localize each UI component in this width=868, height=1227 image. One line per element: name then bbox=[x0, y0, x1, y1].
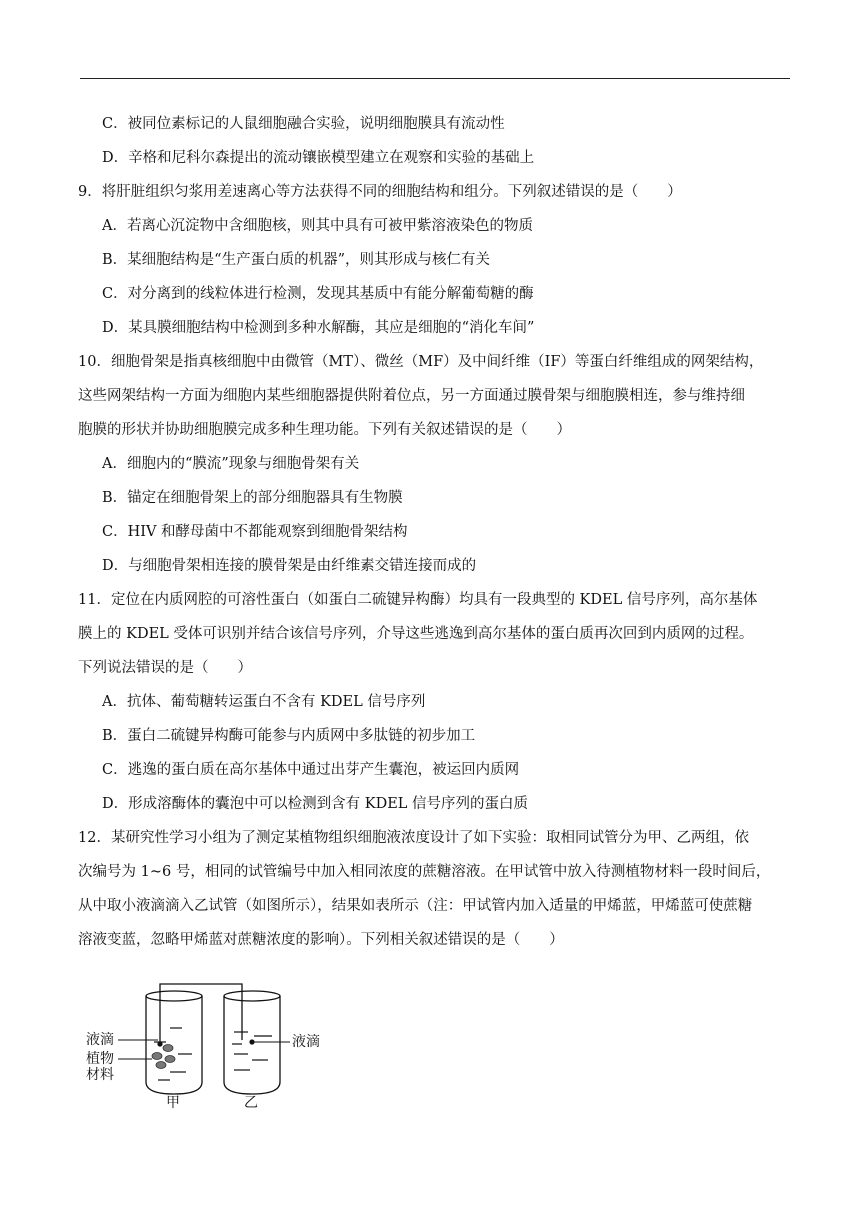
q11-option-a: A．抗体、葡萄糖转运蛋白不含有 KDEL 信号序列 bbox=[102, 694, 426, 710]
q9-stem: 9．将肝脏组织匀浆用差速离心等方法获得不同的细胞结构和组分。下列叙述错误的是（ ） bbox=[78, 184, 682, 200]
q11-option-b: B．蛋白二硫键异构酶可能参与内质网中多肽链的初步加工 bbox=[102, 728, 476, 744]
q11-option-d: D．形成溶酶体的囊泡中可以检测到含有 KDEL 信号序列的蛋白质 bbox=[102, 796, 529, 812]
q11-stem-line2: 膜上的 KDEL 受体可识别并结合该信号序列，介导这些逃逸到高尔基体的蛋白质再次回到内质网的过程。 bbox=[78, 626, 754, 642]
q9-option-d: D．某具膜细胞结构中检测到多种水解酶，其应是细胞的“消化车间” bbox=[102, 320, 535, 336]
q8-option-d: D．辛格和尼科尔森提出的流动镶嵌模型建立在观察和实验的基础上 bbox=[102, 150, 535, 166]
q9-option-a: A．若离心沉淀物中含细胞核，则其中具有可被甲紫溶液染色的物质 bbox=[102, 218, 533, 234]
q12-stem-line4: 溶液变蓝，忽略甲烯蓝对蔗糖浓度的影响）。下列相关叙述错误的是（ ） bbox=[78, 932, 564, 948]
q10-stem-line2: 这些网架结构一方面为细胞内某些细胞器提供附着位点，另一方面通过膜骨架与细胞膜相连，参与维持细 bbox=[78, 388, 745, 404]
test-tube-figure bbox=[82, 980, 342, 1110]
label-tube-jia: 甲 bbox=[166, 1095, 180, 1110]
label-drop-right: 液滴 bbox=[292, 1034, 320, 1050]
exam-page bbox=[78, 107, 790, 957]
q11-stem-line1: 11．定位在内质网腔的可溶性蛋白（如蛋白二硫键异构酶）均具有一段典型的 KDEL 信号序列，高尔基体 bbox=[78, 592, 758, 608]
q12-stem-line3: 从中取小液滴滴入乙试管（如图所示），结果如表所示（注：甲试管内加入适量的甲烯蓝，甲烯蓝可使蔗糖 bbox=[78, 898, 753, 914]
q11-option-c: C．逃逸的蛋白质在高尔基体中通过出芽产生囊泡，被运回内质网 bbox=[102, 762, 520, 778]
label-plant-line2: 材料 bbox=[86, 1067, 114, 1083]
q12-stem-line2: 次编号为 1~6 号，相同的试管编号中加入相同浓度的蔗糖溶液。在甲试管中放入待测植物材料一段时间后， bbox=[78, 864, 771, 880]
q9-option-b: B．某细胞结构是“生产蛋白质的机器”，则其形成与核仁有关 bbox=[102, 252, 490, 268]
tube-jia bbox=[146, 991, 202, 1094]
label-drop-left: 液滴 bbox=[86, 1032, 114, 1048]
q10-option-a: A．细胞内的“膜流”现象与细胞骨架有关 bbox=[102, 456, 360, 472]
q10-stem-line1: 10．细胞骨架是指真核细胞中由微管（MT）、微丝（MF）及中间纤维（IF）等蛋白纤维组成的网架结构， bbox=[78, 354, 764, 370]
q11-stem-line3: 下列说法错误的是（ ） bbox=[78, 660, 252, 676]
q10-option-c: C．HIV 和酵母菌中不都能观察到细胞骨架结构 bbox=[102, 524, 408, 540]
q9-option-c: C．对分离到的线粒体进行检测，发现其基质中有能分解葡萄糖的酶 bbox=[102, 286, 534, 302]
label-tube-yi: 乙 bbox=[244, 1095, 258, 1110]
q10-option-d: D．与细胞骨架相连接的膜骨架是由纤维素交错连接而成的 bbox=[102, 558, 477, 574]
q10-stem-line3: 胞膜的形状并协助细胞膜完成多种生理功能。下列有关叙述错误的是（ ） bbox=[78, 422, 571, 438]
header-rule bbox=[80, 78, 790, 79]
q10-option-b: B．锚定在细胞骨架上的部分细胞器具有生物膜 bbox=[102, 490, 403, 506]
label-plant-line1: 植物 bbox=[86, 1051, 114, 1067]
q12-stem-line1: 12．某研究性学习小组为了测定某植物组织细胞液浓度设计了如下实验：取相同试管分为甲、乙两组，依 bbox=[78, 830, 749, 846]
q8-option-c: C．被同位素标记的人鼠细胞融合实验，说明细胞膜具有流动性 bbox=[102, 116, 505, 132]
